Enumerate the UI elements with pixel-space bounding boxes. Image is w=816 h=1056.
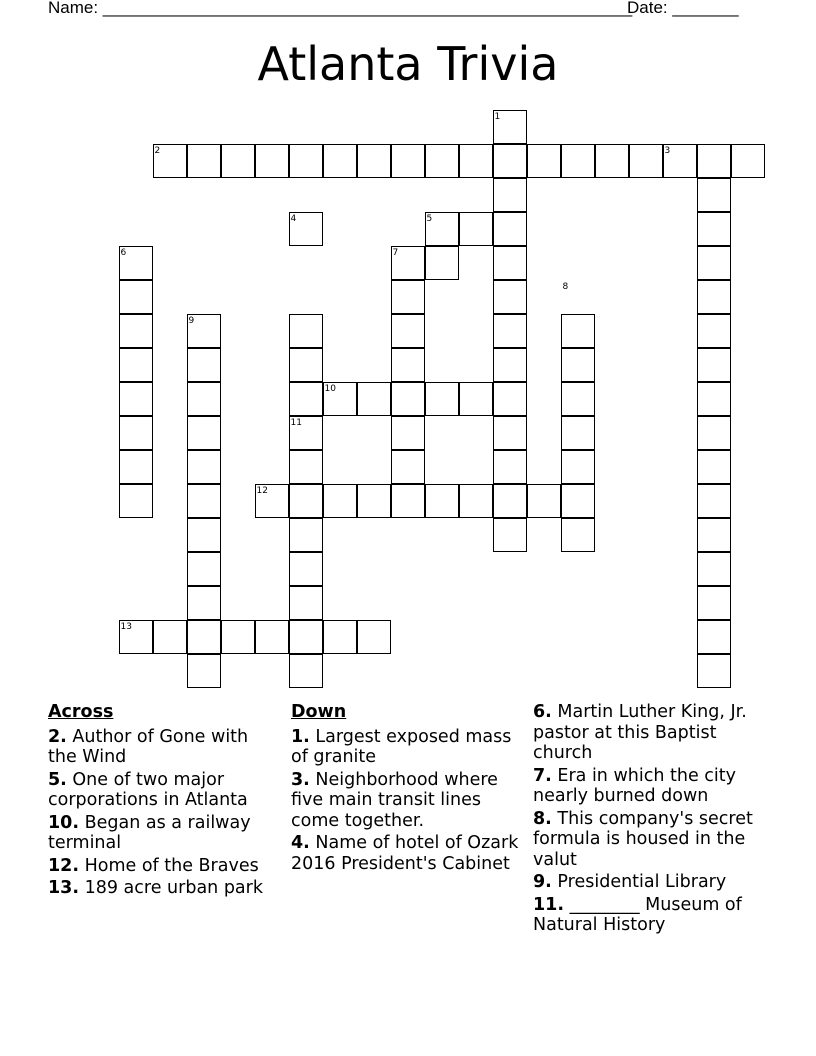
across-clue: 12. Home of the Braves: [48, 855, 259, 876]
grid-cell[interactable]: [561, 450, 595, 484]
down-clues: [291, 702, 519, 876]
grid-cell[interactable]: [187, 654, 221, 688]
grid-cell[interactable]: [289, 552, 323, 586]
grid-cell[interactable]: [493, 450, 527, 484]
grid-cell[interactable]: [493, 518, 527, 552]
clue-number: 3: [664, 146, 671, 156]
across-clues: [48, 702, 280, 901]
grid-cell[interactable]: [629, 144, 663, 178]
grid-cell[interactable]: [187, 450, 221, 484]
grid-cell[interactable]: [119, 314, 153, 348]
down-clue: 7. Era in which the city nearly burned down: [533, 765, 736, 806]
grid-cell[interactable]: [323, 620, 357, 654]
grid-cell[interactable]: [561, 348, 595, 382]
grid-cell[interactable]: [255, 620, 289, 654]
clue-number: 1: [494, 112, 501, 122]
grid-cell[interactable]: [697, 212, 731, 246]
grid-cell[interactable]: [493, 212, 527, 246]
grid-cell[interactable]: [119, 348, 153, 382]
clue-number: 12: [256, 486, 268, 496]
grid-cell[interactable]: [357, 382, 391, 416]
grid-cell[interactable]: [187, 144, 221, 178]
grid-cell[interactable]: [493, 416, 527, 450]
grid-cell[interactable]: [425, 246, 459, 280]
grid-cell[interactable]: [425, 382, 459, 416]
grid-cell[interactable]: [425, 144, 459, 178]
grid-cell[interactable]: [153, 620, 187, 654]
down-clue: 3. Neighborhood where five main transit lines come together.: [291, 769, 498, 831]
grid-cell[interactable]: [391, 484, 425, 518]
grid-cell[interactable]: [561, 382, 595, 416]
grid-cell[interactable]: [289, 586, 323, 620]
grid-cell[interactable]: [187, 586, 221, 620]
grid-cell[interactable]: [425, 484, 459, 518]
down-clues-continued: [533, 702, 773, 938]
grid-cell[interactable]: [391, 382, 425, 416]
grid-cell[interactable]: [391, 144, 425, 178]
grid-cell[interactable]: [697, 178, 731, 212]
grid-cell[interactable]: [697, 382, 731, 416]
page-title: Atlanta Trivia: [257, 37, 559, 91]
grid-cell[interactable]: [493, 178, 527, 212]
grid-cell[interactable]: [221, 620, 255, 654]
grid-cell[interactable]: [187, 382, 221, 416]
grid-cell[interactable]: [697, 552, 731, 586]
clue-number: 11: [290, 418, 302, 428]
grid-cell[interactable]: [493, 348, 527, 382]
grid-cell[interactable]: [289, 382, 323, 416]
clue-number: 2: [154, 146, 161, 156]
grid-cell[interactable]: [561, 144, 595, 178]
clue-number: 6: [120, 248, 127, 258]
name-field: Name: ________________________________________________________: [48, 0, 633, 17]
grid-cell[interactable]: [697, 246, 731, 280]
grid-cell[interactable]: [119, 416, 153, 450]
grid-cell[interactable]: [697, 348, 731, 382]
grid-cell[interactable]: [187, 518, 221, 552]
grid-cell[interactable]: [119, 280, 153, 314]
grid-cell[interactable]: [187, 484, 221, 518]
clue-number: 8: [562, 282, 569, 292]
grid-cell[interactable]: [391, 416, 425, 450]
grid-cell[interactable]: [697, 450, 731, 484]
grid-cell[interactable]: [493, 484, 527, 518]
grid-cell[interactable]: [697, 314, 731, 348]
down-clue: 1. Largest exposed mass of granite: [291, 726, 512, 767]
clue-number: 13: [120, 622, 132, 632]
date-field: Date: _______: [627, 0, 739, 17]
grid-cell[interactable]: [221, 144, 255, 178]
grid-cell[interactable]: [187, 620, 221, 654]
grid-cell[interactable]: [527, 484, 561, 518]
across-clue: 13. 189 acre urban park: [48, 878, 263, 898]
grid-cell[interactable]: [493, 144, 527, 178]
across-clue: 2. Author of Gone with the Wind: [48, 726, 249, 767]
down-clue: 6. Martin Luther King, Jr. pastor at this Baptist church: [533, 702, 747, 763]
grid-cell[interactable]: [323, 144, 357, 178]
across-clue: 10. Began as a railway terminal: [48, 812, 251, 853]
grid-cell[interactable]: [459, 144, 493, 178]
grid-cell[interactable]: [289, 654, 323, 688]
grid-cell[interactable]: [493, 382, 527, 416]
grid-cell[interactable]: [187, 552, 221, 586]
grid-cell[interactable]: [255, 144, 289, 178]
clue-number: 5: [426, 214, 433, 224]
grid-cell[interactable]: [697, 144, 731, 178]
grid-cell[interactable]: [595, 144, 629, 178]
grid-cell[interactable]: [731, 144, 765, 178]
grid-cell[interactable]: [697, 586, 731, 620]
grid-cell[interactable]: [697, 654, 731, 688]
down-clue: 11. ________ Museum of Natural History: [533, 894, 742, 935]
grid-cell[interactable]: [289, 348, 323, 382]
grid-cell[interactable]: [187, 348, 221, 382]
grid-cell[interactable]: [357, 484, 391, 518]
grid-cell[interactable]: [391, 450, 425, 484]
grid-cell[interactable]: [561, 518, 595, 552]
grid-cell[interactable]: [119, 382, 153, 416]
grid-cell[interactable]: [391, 348, 425, 382]
grid-cell[interactable]: [289, 450, 323, 484]
grid-cell[interactable]: [357, 144, 391, 178]
grid-cell[interactable]: [561, 416, 595, 450]
grid-cell[interactable]: [697, 280, 731, 314]
grid-cell[interactable]: [187, 416, 221, 450]
grid-cell[interactable]: [459, 382, 493, 416]
grid-cell[interactable]: [561, 314, 595, 348]
grid-cell[interactable]: [323, 484, 357, 518]
grid-cell[interactable]: [493, 280, 527, 314]
grid-cell[interactable]: [289, 518, 323, 552]
grid-cell[interactable]: [697, 484, 731, 518]
grid-cell[interactable]: [493, 314, 527, 348]
grid-cell[interactable]: [459, 484, 493, 518]
down-heading: Down: [291, 702, 347, 722]
grid-cell[interactable]: [697, 518, 731, 552]
grid-cell[interactable]: [289, 144, 323, 178]
grid-cell[interactable]: [119, 450, 153, 484]
clue-number: 9: [188, 316, 195, 326]
grid-cell[interactable]: [289, 484, 323, 518]
grid-cell[interactable]: [119, 484, 153, 518]
grid-cell[interactable]: [561, 484, 595, 518]
clue-number: 7: [392, 248, 399, 258]
across-heading: Across: [48, 702, 114, 722]
clue-number: 4: [290, 214, 297, 224]
clue-number: 10: [324, 384, 336, 394]
grid-cell[interactable]: [391, 280, 425, 314]
down-clue: 9. Presidential Library: [533, 872, 727, 892]
grid-cell[interactable]: [289, 620, 323, 654]
across-clue: 5. One of two major corporations in Atlanta: [48, 769, 248, 810]
grid-cell[interactable]: [527, 144, 561, 178]
down-clue: 4. Name of hotel of Ozark 2016 President's Cabinet: [291, 833, 519, 874]
grid-cell[interactable]: [697, 416, 731, 450]
grid-cell[interactable]: [289, 314, 323, 348]
grid-cell[interactable]: [391, 314, 425, 348]
grid-cell[interactable]: [459, 212, 493, 246]
down-clue: 8. This company's secret formula is housed in the valut: [533, 808, 753, 870]
grid-cell[interactable]: [493, 246, 527, 280]
grid-cell[interactable]: [697, 620, 731, 654]
grid-cell[interactable]: [357, 620, 391, 654]
